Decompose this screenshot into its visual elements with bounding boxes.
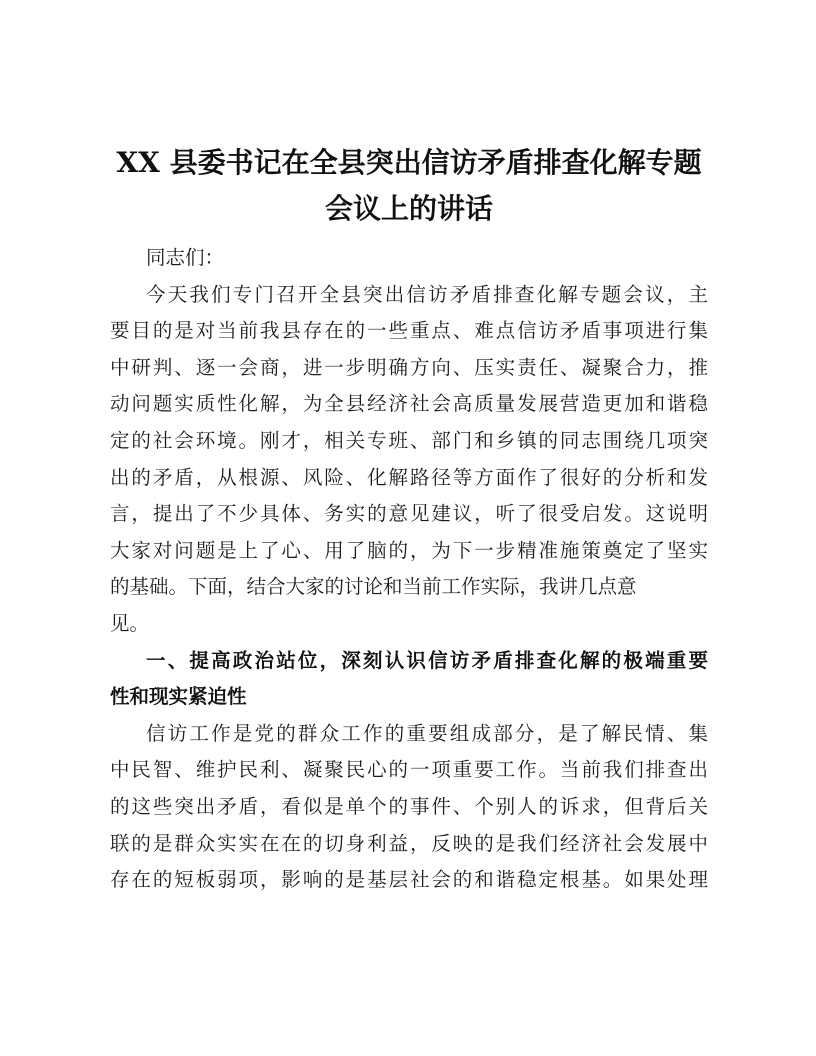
document-title bbox=[110, 140, 708, 232]
paragraph-line: 出的矛盾，从根源、风险、化解路径等方面作了很好的分析和发 bbox=[110, 465, 708, 489]
paragraph-line: 定的社会环境。刚才，相关专班、部门和乡镇的同志围绕几项突 bbox=[110, 428, 708, 452]
paragraph-line: 大家对问题是上了心、用了脑的，为下一步精准施策奠定了坚实 bbox=[110, 538, 708, 562]
paragraph-line: 中研判、逐一会商，进一步明确方向、压实责任、凝聚合力，推 bbox=[110, 355, 708, 379]
intro-paragraph bbox=[110, 277, 708, 643]
document-page bbox=[110, 140, 708, 899]
section-heading-1 bbox=[110, 643, 708, 716]
title-line: XX 县委书记在全县突出信访矛盾排查化解专题 bbox=[116, 146, 702, 179]
paragraph-line: 动问题实质性化解，为全县经济社会高质量发展营造更加和谐稳 bbox=[110, 392, 708, 416]
paragraph-line: 存在的短板弱项，影响的是基层社会的和谐稳定根基。如果处理 bbox=[110, 868, 708, 892]
paragraph-line: 联的是群众实实在在的切身利益，反映的是我们经济社会发展中 bbox=[110, 831, 708, 855]
paragraph-line: 要目的是对当前我县存在的一些重点、难点信访矛盾事项进行集 bbox=[110, 319, 708, 343]
paragraph-line: 的基础。下面，结合大家的讨论和当前工作实际，我讲几点意 bbox=[110, 575, 637, 599]
heading-line: 性和现实紧迫性 bbox=[110, 685, 247, 709]
section-1-paragraph bbox=[110, 716, 708, 899]
paragraph-line: 信访工作是党的群众工作的重要组成部分，是了解民情、集 bbox=[146, 721, 708, 745]
heading-line: 一、提高政治站位，深刻认识信访矛盾排查化解的极端重要 bbox=[146, 648, 708, 672]
paragraph-line: 的这些突出矛盾，看似是单个的事件、个别人的诉求，但背后关 bbox=[110, 794, 708, 818]
paragraph-line: 中民智、维护民利、凝聚民心的一项重要工作。当前我们排查出 bbox=[110, 758, 708, 782]
salutation: 同志们： bbox=[146, 246, 225, 269]
title-line: 会议上的讲话 bbox=[324, 192, 493, 225]
paragraph-line: 言，提出了不少具体、务实的意见建议，听了很受启发。这说明 bbox=[110, 502, 708, 526]
paragraph-line: 今天我们专门召开全县突出信访矛盾排查化解专题会议，主 bbox=[146, 282, 708, 306]
paragraph-line: 见。 bbox=[110, 611, 150, 635]
